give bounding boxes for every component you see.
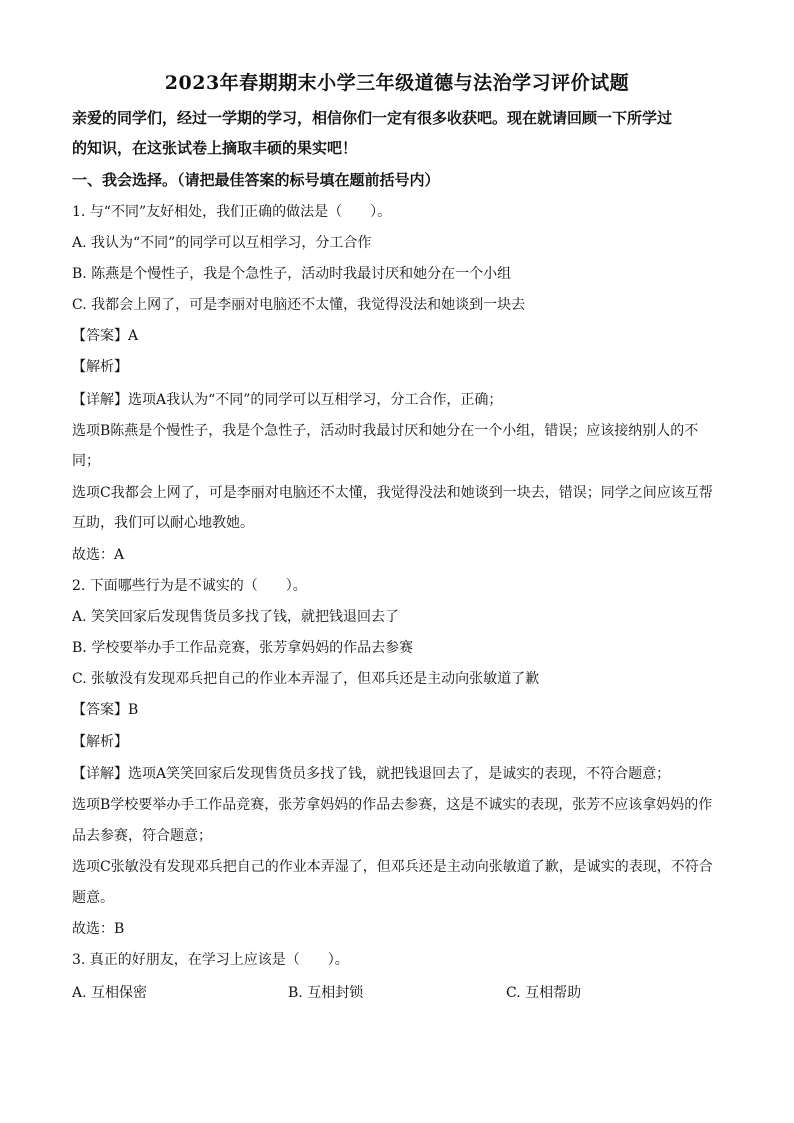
q2-option-b: B. 学校要举办手工作品竞赛，张芳拿妈妈的作品去参赛 [72,640,414,656]
q1-option-b: B. 陈燕是个慢性子，我是个急性子，活动时我最讨厌和她分在一个小组 [72,266,512,282]
q2-stem: 2. 下面哪些行为是不诚实的（ ）。 [72,578,307,594]
q1-detail-3a: 选项C我都会上网了，可是李丽对电脑还不太懂，我觉得没法和她谈到一块去，错误；同学之间应该互帮 [72,485,713,501]
q2-analysis-label: 【解析】 [72,734,128,750]
intro-line-2: 的知识，在这张试卷上摘取丰硕的果实吧！ [72,139,358,157]
q3-option-c: C. 互相帮助 [506,985,582,1001]
intro-line-1: 亲爱的同学们，经过一学期的学习，相信你们一定有很多收获吧。现在就请回顾一下所学过 [72,109,673,127]
q1-detail-1: 【详解】选项A我认为“不同”的同学可以互相学习，分工合作，正确； [72,392,503,408]
intro-paragraph [72,103,732,163]
q1-analysis-label: 【解析】 [72,359,128,375]
q1-detail-3b: 互助，我们可以耐心地教她。 [72,515,254,531]
q1-choice: 故选：A [72,547,125,563]
q3-option-a: A. 互相保密 [72,985,148,1001]
q2-detail-2a: 选项B学校要举办手工作品竞赛，张芳拿妈妈的作品去参赛，这是不诚实的表现，张芳不应该拿妈妈的作 [72,797,713,813]
q1-answer: 【答案】A [72,328,139,344]
q2-option-c: C. 张敏没有发现邓兵把自己的作业本弄湿了，但邓兵还是主动向张敏道了歉 [72,671,540,687]
q1-option-a: A. 我认为“不同”的同学可以互相学习，分工合作 [72,235,372,251]
q2-detail-1: 【详解】选项A笑笑回家后发现售货员多找了钱，就把钱退回去了，是诚实的表现，不符合题意； [72,766,671,782]
exam-title: 2023年春期期末小学三年级道德与法治学习评价试题 [164,72,630,94]
q2-answer: 【答案】B [72,702,139,718]
q1-option-c: C. 我都会上网了，可是李丽对电脑还不太懂，我觉得没法和她谈到一块去 [72,297,526,313]
q1-detail-2a: 选项B陈燕是个慢性子，我是个急性子，活动时我最讨厌和她分在一个小组，错误；应该接纳别人的不 [72,423,699,439]
q1-stem: 1. 与“不同”友好相处，我们正确的做法是（ ）。 [72,204,392,220]
section-heading-choice: 一、我会选择。（请把最佳答案的标号填在题前括号内） [72,171,440,189]
q2-option-a: A. 笑笑回家后发现售货员多找了钱，就把钱退回去了 [72,609,400,625]
q2-detail-3b: 题意。 [72,890,114,906]
q1-detail-2b: 同； [72,453,100,469]
q3-option-b: B. 互相封锁 [288,985,364,1001]
q3-stem: 3. 真正的好朋友，在学习上应该是（ ）。 [72,952,349,968]
q2-detail-2b: 品去参赛，符合题意； [72,828,212,844]
q2-choice: 故选：B [72,921,125,937]
q2-detail-3a: 选项C张敏没有发现邓兵把自己的作业本弄湿了，但邓兵还是主动向张敏道了歉，是诚实的表现，不符合 [72,859,713,875]
